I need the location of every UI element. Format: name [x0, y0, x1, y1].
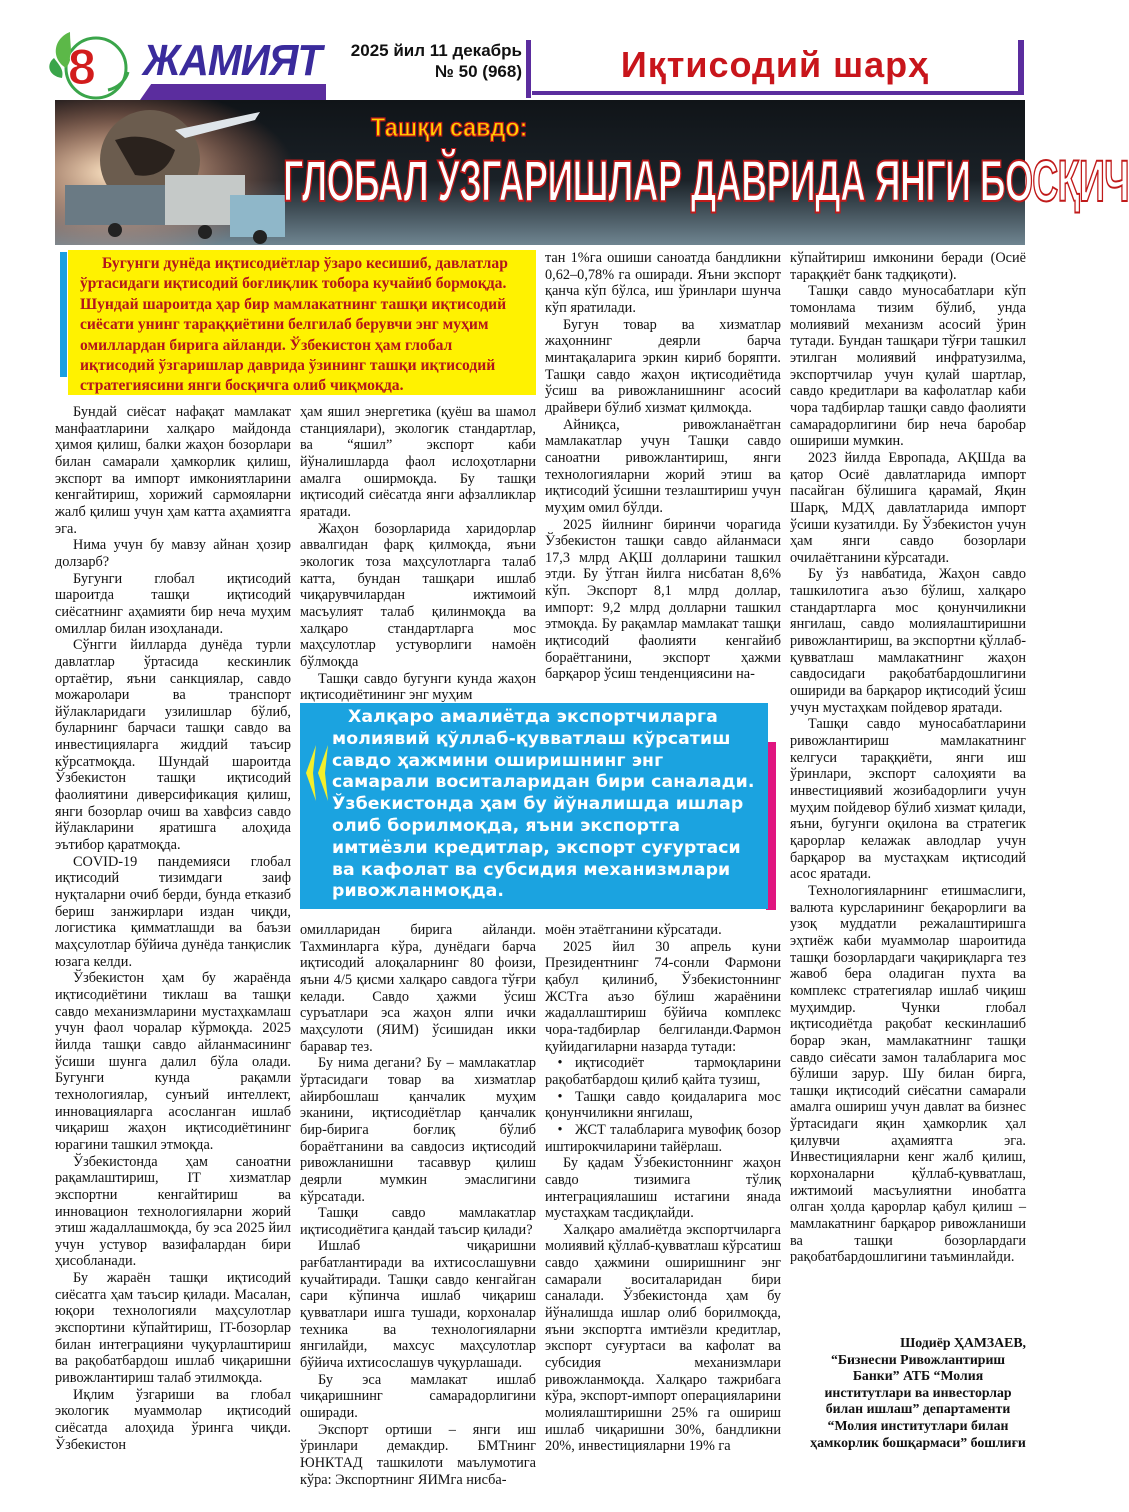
article-paragraph: Бундай сиёсат нафақат мамлакат манфаатларини халқаро майдонда ҳимоя қилиш, балки жаҳон бозорлари билан самарали ҳамкорлик қилиш, экспорт ва импорт имкониятларини кенгайтириш, хорижий сармояларни жалб қилиш учун ҳам катта аҳамиятга эга. [55, 404, 291, 537]
article-paragraph: • Ташқи савдо қоидаларига мос қонунчиликни янгилаш, [545, 1089, 781, 1122]
column-2-bottom [300, 922, 536, 1488]
article-paragraph: Технологияларнинг етишмаслиги, валюта курсларининг беқарорлиги ва узоқ муддатли режалаштиришга эҳтиёж каби муаммолар шароитида ташқи бозорлардаги чақириқларга тез жавоб бера оладиган пухта ва комплекс стратегиялар ишлаб чиқиш муҳимдир. Чунки глобал иқтисодиётда рақобат кескинлашиб борар экан, мамлакатнинг ташқи савдо сиёсати замон талабларига мос бўлиши зарур. Шу билан бирга, ташқи иқтисодий сиёсатни самарали амалга ошириш учун давлат ва бизнес ўртасидаги яқин ҳамкорлик ҳал қилувчи аҳамиятга эга. Инвестицияларни кенг жалб қилиш, корхоналарни қўллаб-қувватлаш, ижтимоий масъулиятни инобатга олган ҳолда қарорлар қабул қилиш – мамлакатнинг барқарор ривожланиши ва ташқи бозорлардаги рақобатбардошлигини таъминлайди. [790, 882, 1026, 1266]
article-paragraph: Ташқи савдо бугунги кунда жаҳон иқтисодиётининг энг муҳим [300, 670, 536, 704]
article-paragraph: Ўзбекистон ҳам бу жараёнда иқтисодиётини тиклаш ва ташқи савдо механизмларини мустаҳкамлаш учун фаол чоралар кўрмоқда. 2025 йилда ташқи савдо айланмасининг ўсиши шунга далил бўла олади. Бугунги кунда рақамли технологиялар, сунъий интеллект, инновацияларга асосланган ишлаб чиқариш жаҳон иқтисодиётининг юрагини ташкил этмоқда. [55, 970, 291, 1153]
article-paragraph: Бугун товар ва хизматлар жаҳоннинг деярли барча минтақаларига эркин кириб боряпти. Ташқи савдо жаҳон иқтисодиётида ўсиш ва ривожланишнинг асосий драйвери бўлиб хизмат қилмоқда. [545, 316, 781, 416]
article-paragraph: Бу эса мамлакат ишлаб чиқаришнинг самарадорлигини оширади. [300, 1371, 536, 1422]
lead-accent-bar [60, 252, 67, 377]
article-paragraph: Айниқса, ривожланаётган мамлакатлар учун Ташқи савдо саноатни ривожлантириш, янги технологияларни жорий этиш ва иқтисодий ўсишни тезлаштириш учун муҳим омил бўлди. [545, 416, 781, 516]
article-paragraph: Ташқи савдо мамлакатлар иқтисодиётига қандай таъсир қилади? [300, 1205, 536, 1238]
article-paragraph: Бу нима дегани? Бу – мамлакатлар ўртасидаги товар ва хизматлар айирбошлаш қанчалик муҳим эканини, иқтисодиётлар қанчалик бир-бирига боғлиқ бўлиб бораётганини ва савдосиз иқтисодий ривожланишни тасаввур қилиш деярли мумкин эмаслигини кўрсатади. [300, 1055, 536, 1205]
article-paragraph: Иқлим ўзгариши ва глобал экологик муаммолар иқтисодий сиёсатда алоҳида ўринга чиқди. Ўзбекистон [55, 1386, 291, 1453]
article-paragraph: Ишлаб чиқаришни рағбатлантиради ва ихтисослашувни кучайтиради. Ташқи савдо кенгайган сари кўпинча ишлаб чиқариш қувватлари ишга тушади, корхоналар техника ва технологияларни янгилайди, махсус маҳсулотлар бўйича ихтисослашув чуқурлашади. [300, 1238, 536, 1372]
article-paragraph: 2025 йил 30 апрель куни Президентнинг 74-сонли Фармони қабул қилиниб, Ўзбекистоннинг ЖСТга аъзо бўлиш жараёнини жадаллаштириш бўйича комплекс чора-тадбирлар белгиланди.Фармон қуйидагиларни назарда тутади: [545, 938, 781, 1055]
article-paragraph: Бугунги глобал иқтисодий шароитда ташқи иқтисодий сиёсатнинг аҳамияти бир неча муҳим омиллар билан изоҳланади. [55, 570, 291, 637]
article-paragraph: Бу ўз навбатида, Жаҳон савдо ташкилотига аъзо бўлиш, халқаро стандартларга мос қонунчиликни янгилаш, савдо молиялаштиришни ривожлантириш, ва экспортни қўллаб-қувватлаш мамлакатнинг жаҳон савдосидаги рақобатбардошлигини ошириди ва барқарор иқтисодий ўсиш учун мустаҳкам пойдевор яратади. [790, 566, 1026, 716]
article-paragraph: Нима учун бу мавзу айнан ҳозир долзарб? [55, 537, 291, 570]
column-2-top [300, 404, 536, 704]
article-paragraph: 2025 йилнинг биринчи чорагида Ўзбекистон ташқи савдо айланмаси 17,3 млрд АҚШ долларини ташкил этди. Бу ўтган йилга нисбатан 8,6% кўп. Экспорт 8,1 млрд доллар, импорт: 9,2 млрд долларни ташкил этмоқда. Бу рақамлар мамлакат ташқи иқтисодий фаолияти кенгайиб бораётганини, экспорт ҳажми барқарор ўсиш тенденциясини на- [545, 516, 781, 683]
newspaper-name: ЖАМИЯТ [143, 36, 322, 85]
brand-bar [140, 84, 326, 100]
page-number: 8 [68, 39, 96, 95]
author-signature [790, 1335, 1026, 1451]
column-4 [790, 250, 1026, 1335]
column-1 [55, 404, 291, 1474]
article-paragraph: • ЖСТ талабларига мувофиқ бозор иштирокчиларини тайёрлаш. [545, 1122, 781, 1155]
article-paragraph: моён этаётганини кўрсатади. [545, 922, 722, 938]
issue-date: 2025 йил 11 декабрь [350, 41, 522, 60]
lead-paragraph: Бугунги дунёда иқтисодиётлар ўзаро кесишиб, давлатлар ўртасидаги иқтисодий боғлиқлик тобора кучайиб бормоқда. Шундай шароитда ҳар бир мамлакатнинг ташқи иқтисодий сиёсати унинг тараққиётини белгилаб берувчи энг муҳим омиллардан бирига айланди. Ўзбекистон ҳам глобал иқтисодий ўзгаришлар даврида ўзининг ташқи иқтисодий стратегиясини янги босқичга олиб чиқмоқда. [68, 250, 536, 395]
article-paragraph: Экспорт ортиши – янги иш ўринлари демакдир. БМТнинг ЮНКТАД ташкилоти маълумотига кўра: Экспортнинг ЯИМга нисба- [300, 1421, 536, 1488]
article-paragraph: COVID-19 пандемияси глобал иқтисодий тизимдаги заиф нуқталарни очиб берди, бунда етказиб бериш занжирлари издан чиқди, логистика қимматлашди ва баъзи маҳсулотлар бўйича дунёда танқислик юзага келди. [55, 853, 291, 970]
article-paragraph: Бу қадам Ўзбекистоннинг жаҳон савдо тизимига тўлиқ интеграциялашиш истагини янада мустаҳкам тасдиқлайди. [545, 1155, 781, 1222]
article-paragraph: ҳам яшил энергетика (қуёш ва шамол станциялари), экологик стандартлар, ва “яшил” экспорт каби йўналишларда фаол ислоҳотларни амалга оширмоқда. Бу ташқи иқтисодий сиёсатда янги афзалликлар яратади. [300, 404, 536, 520]
article-paragraph: Ўзбекистонда ҳам саноатни рақамлаштириш, IT хизматлар экспортни кенгайтириш ва инновацион технологияларни жорий этиш жадаллашмоқда, бу эса 2025 йил учун устувор вазифалардан бири ҳисобланади. [55, 1153, 291, 1270]
article-paragraph: Ташқи савдо муносабатлари кўп томонлама тизим бўлиб, унда молиявий механизм асосий ўрин тутади. Бундан ташқари тўғри ташкил этилган молиявий инфратузилма, экспортчилар учун қулай шартлар, савдо кредитлари ва кафолатлар каби чора тадбирлар ташқи савдо фаолияти самарадорлигини бир неча баробар ошириши мумкин. [790, 283, 1026, 450]
article-paragraph: тан 1%га ошиши саноатда бандликни 0,62–0,78% га оширади. Яъни экспорт қанча кўп бўлса, иш ўринлари шунча кўп яратилади. [545, 250, 781, 316]
article-paragraph: Халқаро амалиётда экспортчиларга молиявий қўллаб-қувватлаш кўрсатиш савдо ҳажмини оширишнинг энг самарали воситаларидан бири саналади. Ўзбекистонда ҳам бу йўналишда ишлар олиб борилмоқда, яъни экспортга имтиёзли кредитлар, экспорт суғуртаси ва кафолат ва субсидия механизмлари ривожланмоқда. Халқаро тажрибага кўра, экспорт-импорт операцияларини молиялаштиришни 25% га ошириш ишлаб чиқаришни 30%, бандликни 20%, инвестицияларни 19% га [545, 1221, 781, 1455]
article-headline: ГЛОБАЛ ЎЗГАРИШЛАР ДАВРИДА ЯНГИ БОСҚИЧ [283, 149, 1129, 214]
author-name: Шодиёр ҲАМЗАЕВ, [900, 1335, 1026, 1350]
section-title: Иқтисодий шарҳ [532, 40, 1024, 95]
author-title: “Бизнесни Ривожлантириш Банки” АТБ “Молия институтлари ва инвесторлар билан ишлаш” департаменти “Молия институтлари билан ҳамкорлик бошқармаси” бошлиғи [810, 1351, 1026, 1450]
column-3-bottom [545, 922, 781, 1474]
article-paragraph: кўпайтириш имконини беради (Осиё тараққиёт банк тадқиқоти). [790, 250, 1026, 283]
article-paragraph: • иқтисодиёт тармоқларини рақобатбардош қилиб қайта тузиш, [545, 1055, 781, 1088]
article-paragraph: 2023 йилда Европада, АҚШда ва қатор Осиё давлатларида импорт пасайган бўлишига қарамай, Яқин Шарқ, МДҲ давлатларида импорт ўсиши кузатилди. Бу Ўзбекистон учун ҳам янги савдо бозорлари очилаётганини кўрсатади. [790, 449, 1026, 566]
article-paragraph: омилларидан бирига айланди. Тахминларга кўра, дунёдаги барча иқтисодий алоқаларнинг 80 фоизи, яъни 4/5 қисми халқаро савдога тўғри келади. Савдо ҳажми ўсиш суръатлари эса жаҳон ялпи ички маҳсулоти (ЯИМ) ўсишидан икки баравар тез. [300, 922, 536, 1055]
article-paragraph: Жаҳон бозорларида харидорлар аввалгидан фарқ қилмоқда, яъни экологик тоза маҳсулотларга талаб катта, бундан ташқари ишлаб чиқарувчилардан ижтимоий масъулият талаб қилинмоқда ва халқаро стандартларга мос маҳсулотлар устуворлиги намоён бўлмоқда [300, 520, 536, 670]
article-paragraph: Сўнгги йилларда дунёда турли давлатлар ўртасида кескинлик ортаётир, яъни санкциялар, савдо можаролари ва транспорт йўлакларидаги узилишлар бўлиб, буларнинг барчаси ташқи савдо ва инвестицияларга жиддий таъсир кўрсатмоқда. Шундай шароитда Ўзбекистон ташқи иқтисодий фаолиятини диверсификация қилиш, янги бозорлар очиш ва хавфсиз савдо йўлакларини яратишга алоҳида эътибор қаратмоқда. [55, 637, 291, 854]
article-banner [55, 100, 1129, 245]
issue-info [328, 40, 522, 82]
pull-quote [300, 703, 768, 909]
divider [526, 40, 531, 98]
article-paragraph: Ташқи савдо муносабатларини ривожлантириш мамлакатнинг келгуси тараққиёти, янги иш ўринлари, экспорт салоҳияти ва инвестициявий жозибадорлиги учун муҳим пойдевор бўлиб хизмат қилади, яъни, бугунги оқилона ва стратегик қарорлар келажак авлодлар учун барқарор ва мустаҳкам иқтисодий асос яратади. [790, 716, 1026, 883]
article-paragraph: Бу жараён ташқи иқтисодий сиёсатга ҳам таъсир қилади. Масалан, юқори технологияли маҳсулотлар экспортини кўпайтириш, IT-бозорлар билан интеграцияни чуқурлаштириш ва рақобатбардош ишлаб чиқаришни ривожлантириш талаб этилмоқда. [55, 1270, 291, 1387]
quote-mark-icon [304, 745, 330, 801]
headline-kicker: Ташқи савдо: [371, 112, 528, 142]
column-3-top [545, 250, 781, 696]
pull-quote-text: Халқаро амалиётда экспортчиларга молиявий қўллаб-қувватлаш кўрсатиш савдо ҳажмини оширишнинг энг самарали воситаларидан бири саналади. Ўзбекистонда ҳам бу йўналишда ишлар олиб борилмоқда, яъни экспортга имтиёзли кредитлар, экспорт суғуртаси ва кафолат ва субсидия механизмлари ривожланмоқда. [332, 707, 755, 902]
issue-number: № 50 (968) [435, 62, 522, 81]
